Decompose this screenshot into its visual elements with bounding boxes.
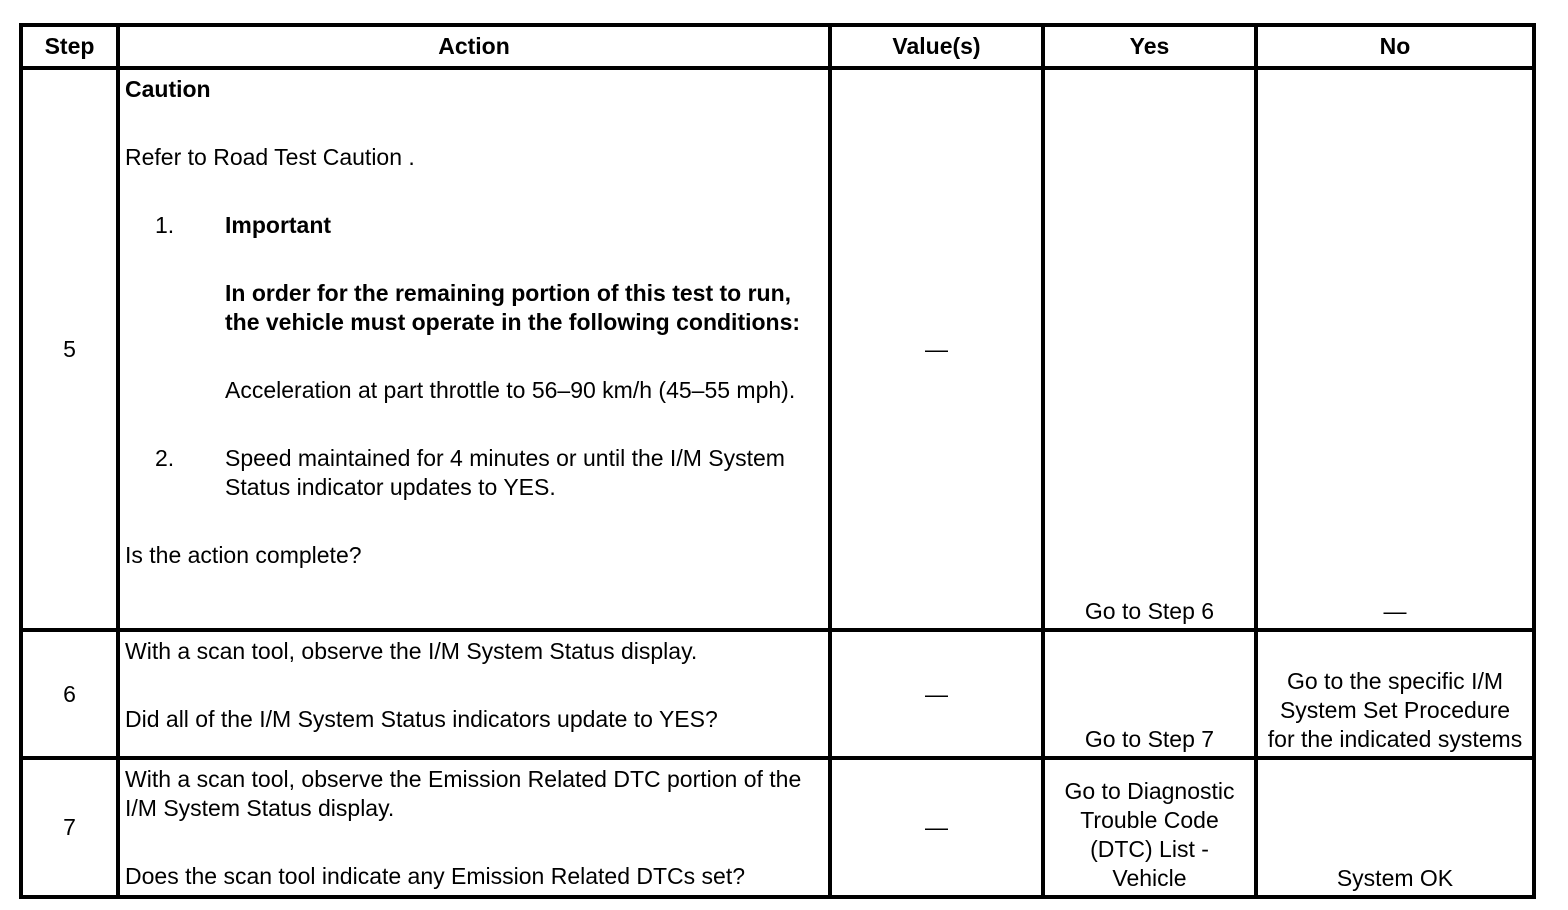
no-cell: —: [1256, 68, 1534, 630]
list-item: [125, 211, 824, 240]
header-row: [21, 25, 1534, 68]
important-text: In order for the remaining portion of this test to run, the vehicle must operate in the following conditions:: [225, 280, 801, 335]
header-action: Action: [118, 25, 830, 68]
no-cell: Go to the specific I/M System Set Procedure for the indicated systems: [1256, 630, 1534, 758]
speed-text: Speed maintained for 4 minutes or until the I/M System Status indicator updates to YES.: [225, 445, 785, 500]
header-no: No: [1256, 25, 1534, 68]
header-yes: Yes: [1043, 25, 1256, 68]
item-number: 1.: [155, 212, 175, 238]
no-cell: System OK: [1256, 758, 1534, 897]
table-row: [21, 68, 1534, 630]
list-item: [125, 444, 824, 502]
action-question: Is the action complete?: [125, 542, 362, 568]
acceleration-text: Acceleration at part throttle to 56–90 km/h (45–55 mph).: [225, 377, 796, 403]
action-cell: [118, 630, 830, 758]
yes-cell: Go to Step 6: [1043, 68, 1256, 630]
value-cell: —: [830, 758, 1043, 897]
caution-reference: Refer to Road Test Caution .: [125, 144, 415, 170]
action-question: Does the scan tool indicate any Emission Related DTCs set?: [125, 863, 746, 889]
header-step: Step: [21, 25, 118, 68]
yes-cell: Go to Step 7: [1043, 630, 1256, 758]
important-title: Important: [225, 212, 332, 238]
value-cell: —: [830, 630, 1043, 758]
header-values: Value(s): [830, 25, 1043, 68]
table-row: [21, 758, 1534, 897]
value-cell: —: [830, 68, 1043, 630]
action-question: Did all of the I/M System Status indicators update to YES?: [125, 706, 718, 732]
diagnostic-table: [19, 23, 1536, 899]
action-text: With a scan tool, observe the I/M System Status display.: [125, 638, 698, 664]
action-cell: [118, 68, 830, 630]
caution-title: Caution: [125, 76, 211, 102]
action-cell: [118, 758, 830, 897]
step-number: 6: [21, 630, 118, 758]
yes-cell: Go to Diagnostic Trouble Code (DTC) List - Vehicle: [1043, 758, 1256, 897]
step-number: 7: [21, 758, 118, 897]
step-number: 5: [21, 68, 118, 630]
action-text: With a scan tool, observe the Emission Related DTC portion of the I/M System Status display.: [125, 766, 802, 821]
table-row: [21, 630, 1534, 758]
item-number: 2.: [155, 445, 175, 471]
